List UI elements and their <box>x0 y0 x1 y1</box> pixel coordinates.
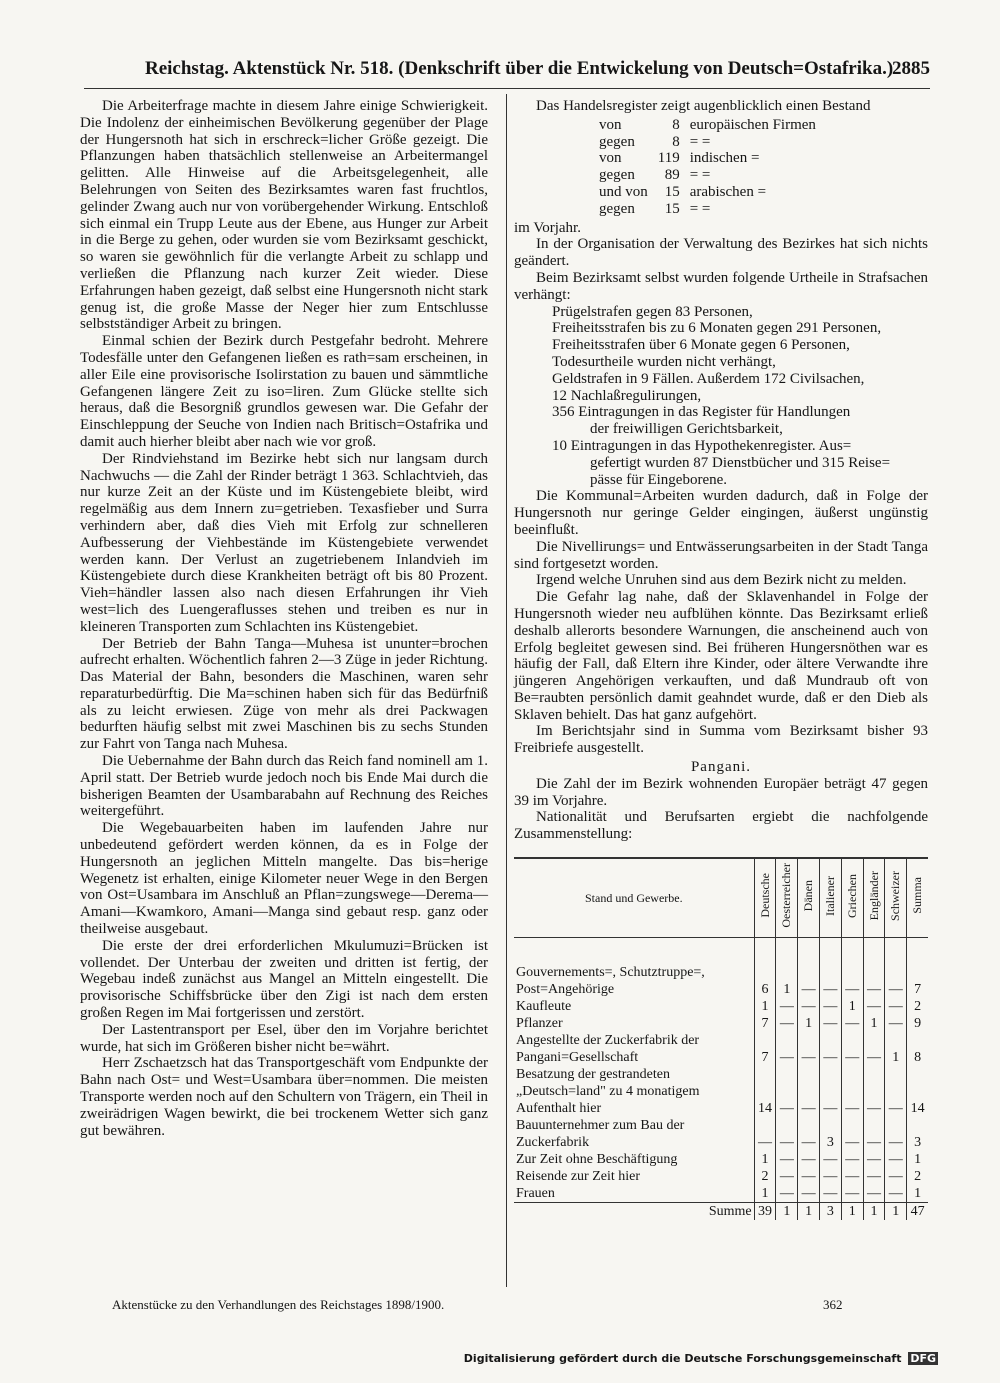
table-cell: — <box>841 1032 863 1066</box>
table-row <box>514 1151 928 1168</box>
paragraph-uebernahme: Die Uebernahme der Bahn durch das Reich fand nominell am 1. April statt. Der Betrieb wurde jedoch noch bis Ende Mai durch die bisherigen Beamten der Usambarabahn auf Rechnung des Reiches weitergeführt. <box>80 753 488 820</box>
table-cell: — <box>820 1066 842 1117</box>
paragraph-sklavenhandel: Die Gefahr lag nahe, daß der Sklavenhandel in Folge der Hungersnoth wieder neu aufblühen könnte. Das Bezirksamt erließ deshalb allerorts besondere Warnungen, die anscheinend auch von Erfolg begleitet gewesen sind. Bei früheren Hungersnöthen war es häufig der Fall, daß Eltern ihre Kinder, oder ältere Verwandte ihre jüngeren Angehörigen verkauften, und daß Mundraub oft von Be=raubten persönlich damit geahndet wurde, daß er den Dieb als Sklaven behielt. Das hat ganz aufgehört. <box>514 589 928 723</box>
urteil-line: Freiheitsstrafen über 6 Monate gegen 6 Personen, <box>552 337 850 354</box>
table-cell: — <box>841 1015 863 1032</box>
register-count: 8 <box>672 116 680 133</box>
table-cell: — <box>820 1151 842 1168</box>
sum-cell: 1 <box>863 1203 885 1221</box>
table-cell: 3 <box>907 1117 928 1151</box>
header-title: Reichstag. Aktenstück Nr. 518. (Denkschrift über die Entwickelung von Deutsch=Ostafrika.) <box>145 58 894 79</box>
table-cell: — <box>798 1032 820 1066</box>
paragraph-kommunal: Die Kommunal=Arbeiten wurden dadurch, daß in Folge der Hungersnoth nur geringe Gelder eingingen, äußerst ungünstig beeinflußt. <box>514 488 928 538</box>
table-cell: — <box>863 998 885 1015</box>
paragraph-organisation: In der Organisation der Verwaltung des Bezirkes hat sich nichts geändert. <box>514 236 928 270</box>
table-cell: — <box>863 1032 885 1066</box>
table-cell: — <box>885 1185 907 1203</box>
register-cell: europäischen Firmen <box>689 116 816 133</box>
table-cell: 1 <box>798 1015 820 1032</box>
register-end: im Vorjahr. <box>514 219 581 236</box>
urteil-line: gefertigt wurden 87 Dienstbücher und 315 Reise= <box>590 454 891 471</box>
table-cell: — <box>885 1117 907 1151</box>
left-column <box>80 98 488 1139</box>
register-row <box>594 201 821 218</box>
urteil-line: Prügelstrafen gegen 83 Personen, <box>552 303 753 320</box>
table-cell: — <box>863 1117 885 1151</box>
table-cell: — <box>885 998 907 1015</box>
section-heading-pangani: Pangani. <box>690 759 752 776</box>
table-cell: — <box>820 1015 842 1032</box>
table-corner-label: Stand und Gewerbe. <box>584 890 683 905</box>
row-label: Besatzung der gestrandeten „Deutsch=land" zu 4 monatigem Aufenthalt hier <box>516 1067 700 1117</box>
sum-cell: 3 <box>820 1203 842 1221</box>
register-row <box>594 134 821 151</box>
register-intro: Das Handelsregister zeigt augenblicklich einen Bestand <box>536 98 871 114</box>
table-sum-row <box>514 1203 928 1221</box>
table-cell: 1 <box>907 1185 928 1203</box>
paragraph-transportgeschaeft: Herr Zschaetzsch hat das Transportgeschäft vom Endpunkte der Bahn nach Ost= und West=Usambara über=nommen. Die meisten Transporte werden noch auf den Schultern von Trägern, ein Theil in zweirädrigen Wagen bewirkt, die bei trockenem Wetter sich ganz gut bewähren. <box>80 1055 488 1139</box>
table-cell: — <box>841 964 863 998</box>
table-cell: — <box>863 1066 885 1117</box>
paragraph-lastentransport: Der Lastentransport per Esel, über den im Vorjahre berichtet wurde, hat sich im Größeren bisher nicht be=währt. <box>80 1021 488 1055</box>
column-header: Italiener <box>820 858 842 938</box>
table-cell: 1 <box>754 1185 776 1203</box>
register-row <box>594 117 821 134</box>
register-count: 89 <box>664 167 680 184</box>
urteil-line: 10 Eintragungen in das Hypothekenregister. Aus= <box>552 437 852 454</box>
table-row <box>514 1015 928 1032</box>
table-cell: — <box>820 1168 842 1185</box>
register-count: 119 <box>657 150 680 167</box>
table-cell: 2 <box>907 998 928 1015</box>
register-cell: = = <box>689 167 711 184</box>
register-cell: gegen <box>599 200 635 217</box>
column-header: Schweizer <box>885 858 907 938</box>
table-cell: 1 <box>841 998 863 1015</box>
table-cell: 1 <box>907 1151 928 1168</box>
table-cell: — <box>798 998 820 1015</box>
register-cell: gegen <box>599 167 635 184</box>
table-cell: — <box>776 1117 798 1151</box>
urteil-line: pässe für Eingeborene. <box>590 471 728 488</box>
register-cell: = = <box>689 200 711 217</box>
table-cell: 1 <box>754 1151 776 1168</box>
register-cell: indischen = <box>689 150 760 167</box>
register-count: 15 <box>664 200 680 217</box>
table-cell: — <box>885 1151 907 1168</box>
table-cell: 1 <box>776 964 798 998</box>
urteil-line: Geldstrafen in 9 Fällen. Außerdem 172 Civilsachen, <box>552 370 865 387</box>
table-row <box>514 1117 928 1151</box>
urteil-line: 356 Eintragungen in das Register für Handlungen <box>552 404 851 421</box>
footer-sheet-number: 362 <box>823 1297 843 1312</box>
table-cell: 14 <box>754 1066 776 1117</box>
column-header: Deutsche <box>754 858 776 938</box>
table-cell: — <box>820 964 842 998</box>
register-cell: von <box>599 150 622 167</box>
table-cell: — <box>798 1185 820 1203</box>
header-rule <box>84 88 930 89</box>
table-cell: 7 <box>907 964 928 998</box>
sum-cell: 1 <box>885 1203 907 1221</box>
table-cell: 2 <box>754 1168 776 1185</box>
register-count: 15 <box>664 183 680 200</box>
register-cell: und von <box>599 183 648 200</box>
sum-cell: 1 <box>798 1203 820 1221</box>
row-label: Gouvernements=, Schutztruppe=, Post=Angehörige <box>516 965 705 998</box>
paragraph-urteile: Beim Bezirksamt selbst wurden folgende Urtheile in Strafsachen verhängt: <box>514 269 928 303</box>
credit-text: Digitalisierung gefördert durch die Deutsche Forschungsgemeinschaft <box>463 1352 902 1365</box>
register-count: 8 <box>672 133 680 150</box>
table-cell: — <box>863 1151 885 1168</box>
sum-cell: 1 <box>841 1203 863 1221</box>
register-row <box>594 167 821 184</box>
table-cell: — <box>776 1168 798 1185</box>
table-cell: — <box>776 1032 798 1066</box>
table-cell: — <box>885 1015 907 1032</box>
table-header-row <box>514 858 928 938</box>
table-cell: — <box>841 1185 863 1203</box>
paragraph-pestgefahr: Einmal schien der Bezirk durch Pestgefahr bedroht. Mehrere Todesfälle unter den Gefangenen ließen es rath=sam erscheinen, in aller Eile eine provisorische Isolirstation zu bauen und sämmtliche Gefangenen längere Zeit zu iso=liren. Zum Glücke stellte sich heraus, daß die Besorgniß grundlos gewesen war. Die Gefahr der Einschleppung der Seuche von Indien nach Britisch=Ostafrika und damit auch hierher bleibt aber nach wie vor groß. <box>80 333 488 450</box>
column-header: Summa <box>907 858 928 938</box>
urteil-line: der freiwilligen Gerichtsbarkeit, <box>590 421 783 438</box>
nationality-table <box>514 857 928 1220</box>
table-row <box>514 1185 928 1203</box>
table-cell: 9 <box>907 1015 928 1032</box>
paragraph-bahnbetrieb: Der Betrieb der Bahn Tanga—Muhesa ist ununter=brochen aufrecht erhalten. Wöchentlich fahren 2—3 Züge in jeder Richtung. Das Material der Bahn, besonders die Maschinen, waren sehr reparaturbedürftig. Die Ma=schinen haben sich für das Bedürfniß als zu leicht erwiesen. Züge von mehr als drei Packwagen bedurften häufig selbst mit zwei Maschinen bis zu sechs Stunden zur Fahrt von Tanga nach Muhesa. <box>80 635 488 753</box>
table-cell: — <box>885 1066 907 1117</box>
row-label: Bauunternehmer zum Bau der Zuckerfabrik <box>516 1118 685 1151</box>
paragraph-rindviehstand: Der Rindviehstand im Bezirke hebt sich nur langsam durch Nachwuchs — die Zahl der Rinder beträgt 1 363. Schlachtvieh, das nur kurze Zeit an der Küste und im Küstengebiete bleibt, wird regelmäßig aus dem Innern zu=getrieben. Texasfieber und Surra verhindern aber, daß dies Vieh mit Erfolg zur schnelleren Aufbesserung der Viehbestände im Küstengebiete verwendet werden kann. Der Verlust an zugetriebenem Inlandvieh im Küstengebiete durch diese Krankheiten beträgt oft bis 80 Prozent. Vieh=händler lassen also nach diesen Erfahrungen ihr Vieh west=lich des Luengeraflusses stehen und treiben es nur in kleineren Transporten zum Schlachten ins Küstengebiet. <box>80 450 488 635</box>
register-cell: gegen <box>599 133 635 150</box>
urteil-line: Freiheitsstrafen bis zu 6 Monaten gegen 291 Personen, <box>552 320 882 337</box>
row-label: Kaufleute <box>516 999 572 1015</box>
table-cell: — <box>798 964 820 998</box>
table-cell: — <box>776 998 798 1015</box>
table-cell: — <box>798 1168 820 1185</box>
digitization-credit <box>464 1352 938 1365</box>
table-cell: 1 <box>754 998 776 1015</box>
table-cell: 2 <box>907 1168 928 1185</box>
sum-cell: 47 <box>907 1203 928 1221</box>
table-cell: — <box>885 964 907 998</box>
table-cell: — <box>885 1168 907 1185</box>
table-cell: — <box>820 998 842 1015</box>
paragraph-arbeiterfrage: Die Arbeiterfrage machte in diesem Jahre einige Schwierigkeit. Die Indolenz der einheimischen Bevölkerung gegenüber der Plage der Hungersnoth hat sich in erschreck=licher Größe gezeigt. Die Pflanzungen haben thatsächlich stellenweise an Arbeitermangel gelitten. Alle Hinweise auf die Arbeitsgelegenheit, alle Belehrungen von Seiten des Bezirksamtes waren fast fruchtlos, gelinder Zwang auch nur von vorübergehender Wirkung. Entschloß sich einmal ein Trupp Leute aus der Ebene, aus Hunger zur Arbeit in die Berge zu gehen, oder wurden sie vom Bezirksamt geschickt, so waren sie gewöhnlich für die verlangte Arbeit zu schlapp und verließen die Pflanzung nach kurzer Zeit wieder. Diese Erfahrungen haben gezeigt, daß selbst eine Hungersnoth nicht stark genug ist, die große Masse der Neger hier zum Entschlusse selbstständiger Arbeit zu bringen. <box>80 98 488 333</box>
register-cell: arabischen = <box>689 183 767 200</box>
table-cell: 3 <box>820 1117 842 1151</box>
table-cell: 8 <box>907 1032 928 1066</box>
paragraph-europaeer: Die Zahl der im Bezirk wohnenden Europäer beträgt 47 gegen 39 im Vorjahre. <box>514 775 928 809</box>
table-cell: — <box>841 1117 863 1151</box>
table-cell: — <box>776 1015 798 1032</box>
table-row <box>514 1032 928 1066</box>
table-cell: — <box>776 1185 798 1203</box>
row-label: Pflanzer <box>516 1016 563 1032</box>
table-cell: — <box>820 1032 842 1066</box>
table-cell: — <box>863 964 885 998</box>
table-cell: 7 <box>754 1015 776 1032</box>
row-label: Angestellte der Zuckerfabrik der Pangani=Gesellschaft <box>516 1033 700 1066</box>
table-cell: 6 <box>754 964 776 998</box>
paragraph-wegebau: Die Wegebauarbeiten haben im laufenden Jahre nur unbedeutend gefördert werden können, da es in Folge der Hungersnoth an jeglichen Mitteln mangelte. Das bis=herige Wegenetz ist erhalten, einige Kilometer neuer Wege in den Bergen von Ost=Usambara im Anschluß an Pflan=zungswege—Derema—Amani—Kwamkoro, Amani—Manga sind gebaut resp. ganz oder theilweise ausgebaut. <box>80 820 488 938</box>
sum-cell: 1 <box>776 1203 798 1221</box>
table-cell: 1 <box>863 1015 885 1032</box>
column-header: Oesterreicher <box>776 858 798 938</box>
table-cell: — <box>863 1168 885 1185</box>
paragraph-bruecken: Die erste der drei erforderlichen Mkulumuzi=Brücken ist vollendet. Der Unterbau der zweiten und dritten ist fertig, der Wegebau indeß zunächst aus Mangel an Mitteln eingestellt. Die provisorische Schiffsbrücke über den Zigi ist nach dem ersten großen Regen im Mai fortgerissen und zerstört. <box>80 937 488 1022</box>
table-cell: — <box>820 1185 842 1203</box>
paragraph-unruhen: Irgend welche Unruhen sind aus dem Bezirk nicht zu melden. <box>536 572 907 589</box>
register-row <box>594 184 821 201</box>
table-row <box>514 1066 928 1117</box>
table-cell: — <box>798 1117 820 1151</box>
table-cell: — <box>841 1066 863 1117</box>
table-cell: — <box>776 1066 798 1117</box>
table-cell: — <box>776 1151 798 1168</box>
register-row <box>594 150 821 167</box>
paragraph-zusammenstellung: Nationalität und Berufsarten ergiebt die nachfolgende Zusammenstellung: <box>514 809 928 843</box>
footer-source: Aktenstücke zu den Verhandlungen des Reichstages 1898/1900. <box>112 1297 445 1312</box>
urteil-line: 12 Nachlaßregulirungen, <box>552 387 702 404</box>
table-cell: — <box>863 1185 885 1203</box>
column-header: Engländer <box>863 858 885 938</box>
table-cell: — <box>841 1168 863 1185</box>
sum-label: Summe <box>514 1203 754 1221</box>
register-cell: = = <box>689 133 711 150</box>
table-row <box>514 964 928 998</box>
table-cell: — <box>754 1117 776 1151</box>
table-cell: — <box>798 1066 820 1117</box>
right-column <box>514 98 928 1220</box>
table-cell: — <box>841 1151 863 1168</box>
register-cell: von <box>599 116 622 133</box>
table-cell: 14 <box>907 1066 928 1117</box>
column-divider <box>506 94 507 1287</box>
row-label: Frauen <box>516 1186 555 1202</box>
page-header <box>0 58 1000 82</box>
paragraph-freibriefe: Im Berichtsjahr sind in Summa vom Bezirksamt bisher 93 Freibriefe ausgestellt. <box>514 723 928 757</box>
paragraph-nivellirung: Die Nivellirungs= und Entwässerungsarbeiten in der Stadt Tanga sind fortgesetzt worden. <box>514 538 928 572</box>
table-cell: — <box>798 1151 820 1168</box>
column-header: Dänen <box>798 858 820 938</box>
page-number: 2885 <box>892 58 930 79</box>
urteil-line: Todesurtheile wurden nicht verhängt, <box>552 353 776 370</box>
table-cell: 7 <box>754 1032 776 1066</box>
sum-cell: 39 <box>754 1203 776 1221</box>
table-cell: 1 <box>885 1032 907 1066</box>
table-row <box>514 998 928 1015</box>
row-label: Reisende zur Zeit hier <box>516 1169 641 1185</box>
table-row <box>514 1168 928 1185</box>
register-list <box>594 117 821 218</box>
column-header: Griechen <box>841 858 863 938</box>
row-label: Zur Zeit ohne Beschäftigung <box>516 1152 678 1168</box>
dfg-logo: DFG <box>910 1352 936 1365</box>
